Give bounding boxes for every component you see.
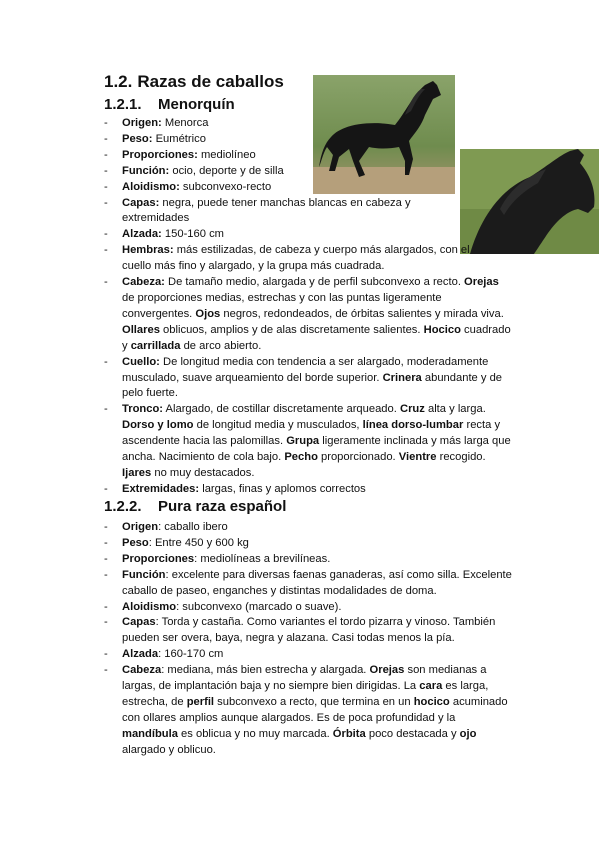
field-text: : mediolíneas a brevilíneas. — [194, 552, 331, 565]
field-label: hocico — [413, 695, 450, 708]
list-item — [104, 600, 514, 616]
field-label: Origen — [122, 521, 159, 533]
field-text: Alargado, de costillar discretamente arqueado. — [163, 403, 400, 416]
field-text: oblicuos, amplios y de alas discretamente salientes. — [159, 323, 424, 336]
list-item — [104, 482, 514, 498]
field-label: Pecho — [284, 451, 318, 464]
field-label: Origen: — [122, 117, 162, 129]
field-text: de longitud media y musculados, — [193, 419, 363, 432]
field-text: negros, redondeados, de órbitas salientes y mirada viva. — [220, 307, 504, 320]
field-text: poco destacada y — [365, 727, 460, 740]
list-item — [104, 402, 514, 482]
field-text: negra, puede tener manchas blancas en cabeza y extremidades — [122, 196, 411, 225]
list-item — [104, 164, 514, 180]
list-item — [104, 180, 514, 196]
list-item — [104, 196, 438, 228]
field-label: Capas — [122, 616, 156, 629]
field-label: Función — [122, 568, 166, 581]
field-label: Cuello: — [122, 355, 160, 368]
field-text: no muy destacados. — [151, 466, 255, 479]
field-label: Aloidismo: — [122, 180, 180, 193]
field-text: largas, finas y aplomos correctos — [199, 482, 366, 495]
field-label: Cabeza — [122, 664, 162, 677]
field-text: cuadrado y — [122, 323, 511, 352]
field-text: : subconvexo (marcado o suave). — [176, 600, 342, 613]
field-label: perfil — [186, 695, 215, 708]
field-label: Capas: — [122, 196, 160, 209]
list-item — [104, 615, 514, 647]
list-item — [104, 663, 514, 758]
field-text: De longitud media con tendencia a ser alargado, moderadamente musculado, suave arqueamiento del borde superior. — [122, 355, 489, 384]
field-text: es larga, estrecha, de — [122, 680, 489, 708]
list-item — [104, 355, 514, 403]
field-text: Eumétrico — [152, 132, 206, 145]
list-item — [104, 568, 514, 600]
field-label: Cabeza: — [122, 276, 165, 289]
field-label: Proporciones: — [122, 148, 198, 161]
field-label: Extremidades: — [122, 482, 200, 495]
field-text: más estilizadas, de cabeza y cuerpo más alargados, con el cuello más fino y alargado, y la grupa más cuadrada. — [122, 244, 470, 273]
list-item — [104, 148, 514, 164]
field-text: : Entre 450 y 600 kg — [148, 536, 249, 549]
field-text: proporcionado. — [317, 451, 399, 464]
field-label: Ijares — [122, 466, 152, 479]
field-label: Ojos — [195, 307, 221, 320]
field-label: Cruz — [399, 403, 425, 416]
field-label: Peso: — [122, 132, 153, 145]
field-label: mandíbula — [122, 727, 178, 740]
field-text: recogido. — [436, 451, 486, 464]
field-label: Hocico — [423, 323, 461, 336]
field-text: mediolíneo — [197, 148, 256, 161]
field-text: ligeramente inclinada y más larga que ancha. Nacimiento de cola bajo. — [122, 435, 511, 464]
field-label: Hembras: — [122, 244, 174, 257]
field-label: Orejas — [464, 276, 499, 289]
field-text: abundante y de pelo fuerte. — [122, 371, 503, 400]
menorquin-heading: 1.2.1. Menorquín — [104, 96, 235, 113]
field-text: alta y larga. — [424, 403, 486, 416]
field-text: subconvexo a recto, que termina en un — [214, 695, 414, 708]
list-item — [104, 116, 514, 132]
field-text: ocio, deporte y de silla — [169, 164, 284, 177]
field-label: carrillada — [130, 339, 181, 352]
list-item — [104, 552, 514, 568]
field-label: Tronco: — [122, 403, 164, 416]
list-item — [104, 227, 514, 243]
field-text: : caballo ibero — [158, 521, 228, 533]
field-label: Vientre — [398, 451, 437, 464]
section-title: 1.2. Razas de caballos — [104, 72, 284, 91]
field-label: Alzada — [122, 648, 159, 661]
field-text: recta y ascendente hacia las palomillas. — [122, 419, 501, 448]
list-item — [104, 275, 514, 355]
list-item — [104, 132, 514, 148]
field-label: Dorso y lomo — [122, 419, 194, 432]
field-text: : Torda y castaña. Como variantes el tordo pizarra y vinoso. También pueden ser overa, baya, negra y alazana. Casi todas menos la pía. — [122, 616, 496, 645]
field-text: subconvexo-recto — [179, 180, 272, 193]
field-label: Grupa — [286, 435, 320, 448]
pre-list — [104, 520, 514, 759]
field-text: son medianas a largas, de implantación baja y no siempre bien dirigidas. La — [122, 664, 487, 693]
field-label: línea dorso-lumbar — [362, 419, 464, 432]
field-text: Menorca — [161, 117, 209, 129]
field-text: alargado y oblicuo. — [122, 743, 216, 756]
field-label: Alzada: — [122, 228, 162, 241]
field-label: Crinera — [382, 371, 422, 384]
list-item — [104, 243, 472, 275]
pre-heading: 1.2.2. Pura raza español — [104, 498, 287, 515]
field-text: De tamaño medio, alargada y de perfil subconvexo a recto. — [164, 276, 465, 289]
menorquin-list — [104, 116, 514, 498]
list-item — [104, 647, 514, 663]
list-item — [104, 536, 514, 552]
field-label: Ollares — [122, 323, 160, 336]
field-label: Función: — [122, 164, 170, 177]
field-label: ojo — [459, 727, 477, 740]
field-label: Proporciones — [122, 552, 195, 565]
field-label: Orejas — [369, 664, 405, 677]
field-text: : excelente para diversas faenas ganaderas, así como silla. Excelente caballo de paseo, enganches y distintas modalidades de doma. — [122, 568, 512, 597]
field-text: es oblicua y no muy marcada. — [177, 727, 333, 740]
field-text: : mediana, más bien estrecha y alargada. — [161, 664, 370, 677]
field-text: 150-160 cm — [161, 228, 224, 241]
field-text: de proporciones medias, estrechas y con las puntas ligeramente convergentes. — [122, 291, 442, 320]
field-label: Aloidismo — [122, 600, 177, 613]
field-text: acuminado con ollares amplios aunque alargados. Es de poca profundidad y la — [122, 695, 508, 724]
list-item — [104, 520, 514, 536]
field-text: de arco abierto. — [180, 339, 262, 352]
field-label: Peso — [122, 536, 149, 549]
field-label: cara — [419, 680, 443, 693]
field-text: : 160-170 cm — [158, 648, 224, 661]
field-label: Órbita — [332, 727, 366, 740]
